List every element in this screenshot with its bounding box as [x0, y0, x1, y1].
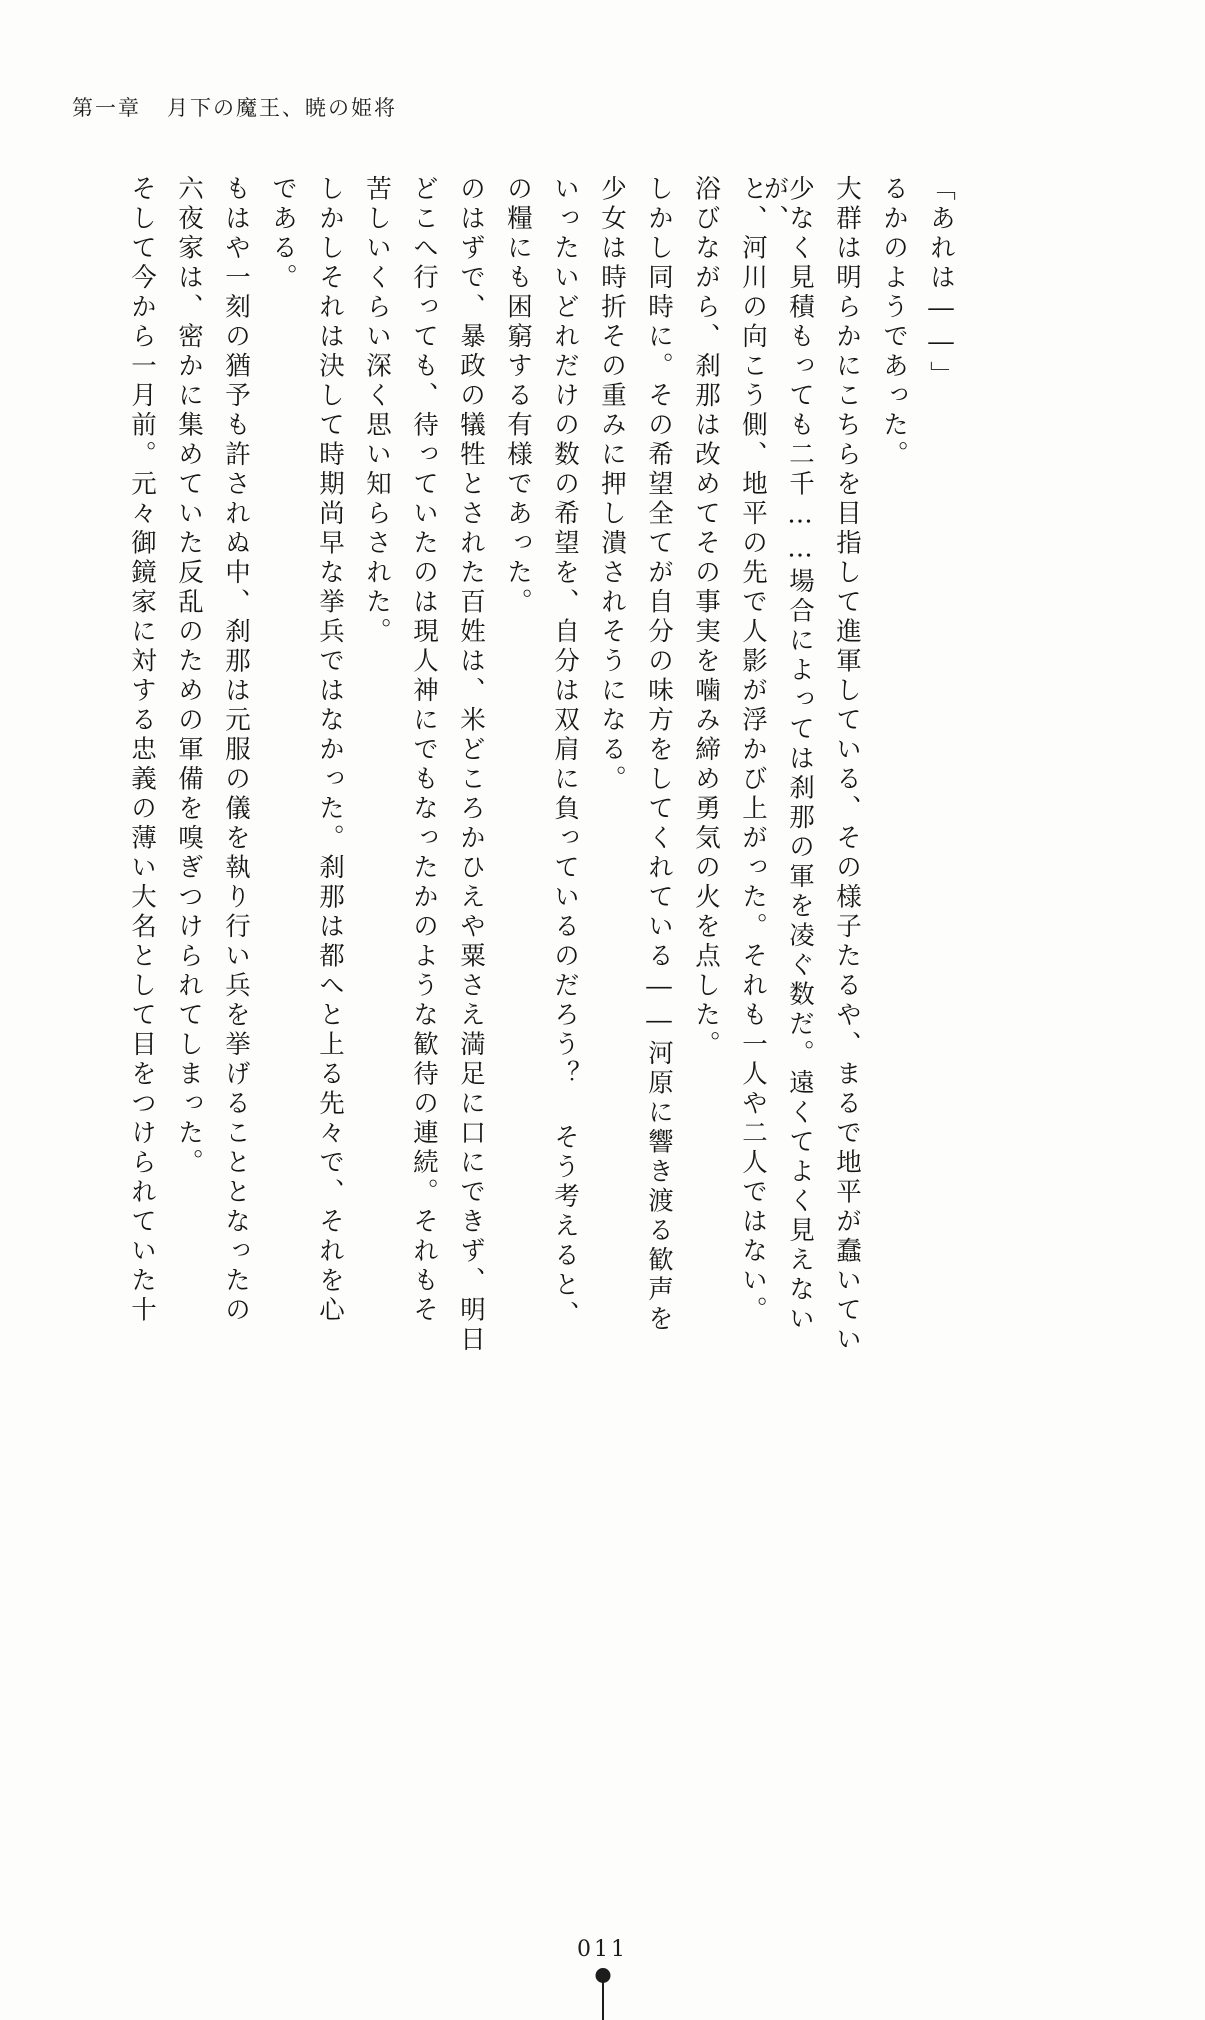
text-column: 苦しいくらい深く思い知らされた。: [362, 175, 392, 647]
text-column: いったいどれだけの数の希望を、自分は双肩に負っているのだろう？ そう考えると、: [550, 175, 580, 1330]
footer-ornament: [602, 1974, 604, 2020]
text-column: 少女は時折その重みに押し潰されそうになる。: [597, 175, 627, 795]
text-column: そして今から一月前。元々御鏡家に対する忠義の薄い大名として目をつけられていた十: [127, 175, 157, 1326]
text-column: 浴びながら、刹那は改めてその事実を噛み締め勇気の火を点した。: [691, 175, 721, 1060]
chapter-number: 第一章: [72, 96, 141, 120]
text-column: 「あれは――」: [926, 175, 956, 391]
text-column: 少なく見積もっても二千……場合によっては刹那の軍を凌ぐ数だ。遠くてよく見えないが、: [759, 175, 815, 1335]
text-column: の糧にも困窮する有様であった。: [503, 175, 533, 618]
text-column: どこへ行っても、待っていたのは現人神にでもなったかのような歓待の連続。それもそ: [409, 175, 439, 1326]
text-column: 六夜家は、密かに集めていた反乱のための軍備を嗅ぎつけられてしまった。: [174, 175, 204, 1178]
running-head: [72, 92, 397, 122]
text-column: しかしそれは決して時期尚早な挙兵ではなかった。刹那は都へと上る先々で、それを心: [315, 175, 345, 1326]
page-number: 011: [577, 1937, 628, 1962]
text-column: るかのようであった。: [879, 175, 909, 470]
text-column: もはや一刻の猶予も許されぬ中、刹那は元服の儀を執り行い兵を挙げることとなったの: [221, 175, 251, 1326]
text-column: しかし同時に。その希望全てが自分の味方をしてくれている――河原に響き渡る歓声を: [644, 175, 674, 1335]
text-column: と、河川の向こう側、地平の先で人影が浮かび上がった。それも一人や二人ではない。: [738, 175, 768, 1326]
text-column: のはずで、暴政の犠牲とされた百姓は、米どころかひえや粟さえ満足に口にできず、明日: [456, 175, 486, 1355]
text-column: 大群は明らかにこちらを目指して進軍している、その様子たるや、まるで地平が蠢いてい: [832, 175, 862, 1355]
body-text-vertical: [107, 175, 1127, 1355]
chapter-title: 月下の魔王、暁の姫将: [167, 96, 397, 120]
text-column: である。: [268, 175, 298, 293]
